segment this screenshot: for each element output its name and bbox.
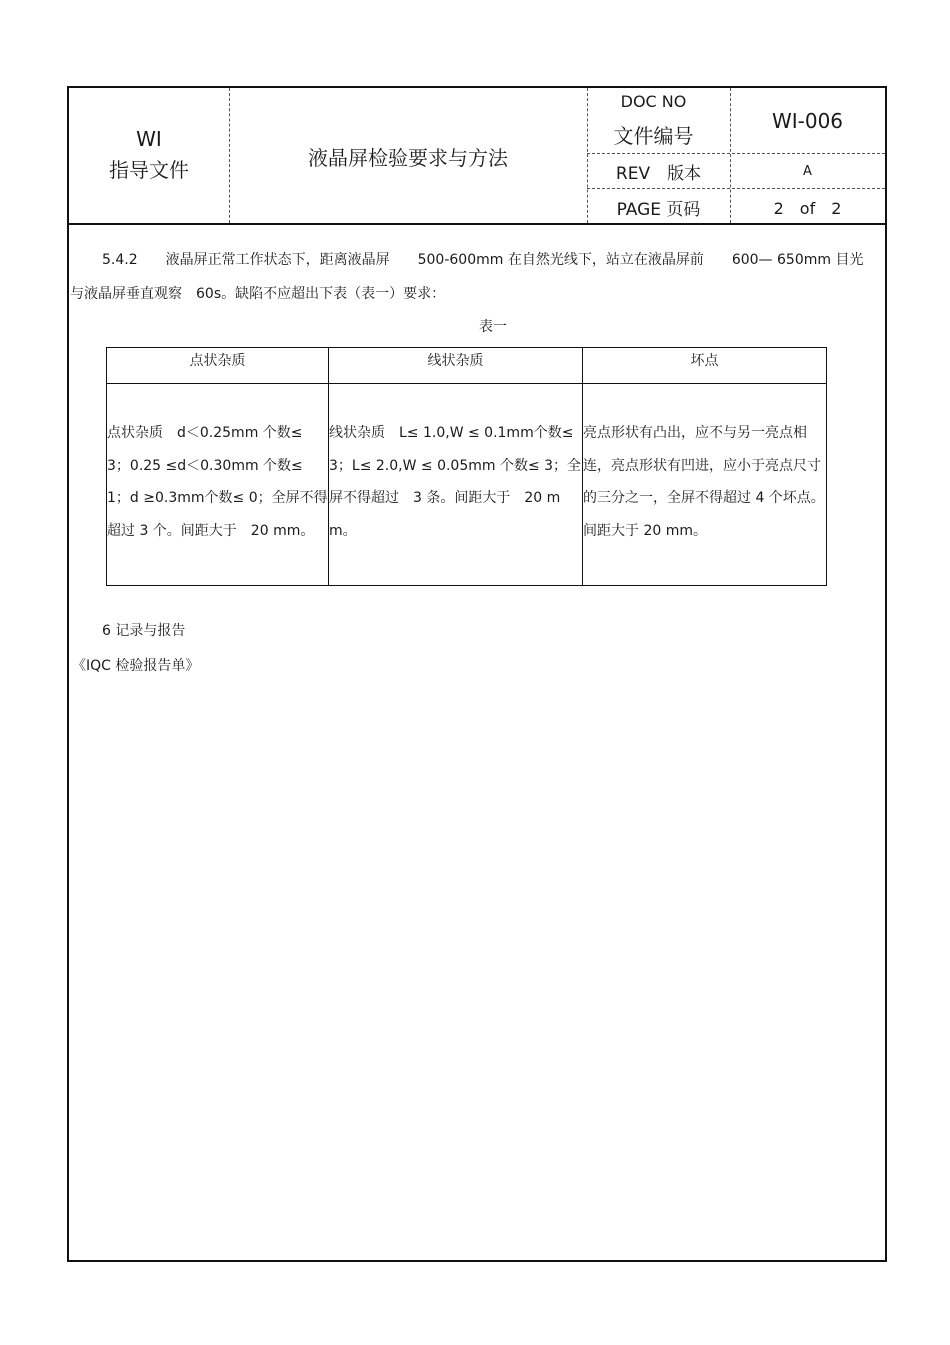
defect-limits-table <box>106 347 827 586</box>
section-6-heading: 6 记录与报告 <box>102 623 186 639</box>
document-frame <box>67 86 887 1262</box>
section-6-item: 《IQC 检验报告单》 <box>72 658 200 674</box>
document-header <box>69 88 885 225</box>
header-row-divider <box>587 188 885 189</box>
table-cell <box>583 384 827 586</box>
line-impurity-criteria: 线状杂质 L≤ 1.0,W ≤ 0.1mm个数≤ 3；L≤ 2.0,W ≤ 0.05mm 个数≤ 3；全屏不得超过 3 条。间距大于 20 mm。 <box>329 425 582 539</box>
column-header: 点状杂质 <box>107 348 329 384</box>
page-value: 2 of 2 <box>773 199 842 218</box>
doc-type-block <box>69 124 229 186</box>
section-5-4-2-line1: 5.4.2 液晶屏正常工作状态下，距离液晶屏 500-600mm 在自然光线下，站立在液晶屏前 600— 650mm 目光 <box>102 252 864 268</box>
column-header: 坏点 <box>583 348 827 384</box>
doc-type-name: 指导文件 <box>109 158 189 182</box>
point-impurity-criteria: 点状杂质 d＜0.25mm 个数≤ 3；0.25 ≤d＜0.30mm 个数≤ 1；d ≥0.3mm个数≤ 0；全屏不得超过 3 个。间距大于 20 mm。 <box>107 425 328 539</box>
page-label: PAGE 页码 <box>616 200 701 220</box>
header-row-divider <box>587 153 885 154</box>
table-cell <box>107 384 329 586</box>
doc-no-label-cn: 文件编号 <box>613 124 694 148</box>
doc-no-value: WI-006 <box>771 109 844 133</box>
doc-no-label-en: DOC NO <box>620 92 687 111</box>
document-title: 液晶屏检验要求与方法 <box>308 146 508 170</box>
table-cell <box>329 384 583 586</box>
table-row <box>107 384 827 586</box>
dead-pixel-criteria: 亮点形状有凸出，应不与另一亮点相连，亮点形状有凹进，应小于亮点尺寸的三分之一，全屏不得超过 4 个坏点。间距大于 20 mm。 <box>583 425 825 539</box>
doc-type-code: WI <box>136 127 162 151</box>
column-header: 线状杂质 <box>329 348 583 384</box>
table-header-row <box>107 348 827 384</box>
rev-value: A <box>803 164 812 179</box>
table-caption: 表一 <box>479 319 507 335</box>
section-5-4-2-line2: 与液晶屏垂直观察 60s。缺陷不应超出下表（表一）要求： <box>70 286 446 302</box>
rev-label: REV 版本 <box>615 164 702 184</box>
